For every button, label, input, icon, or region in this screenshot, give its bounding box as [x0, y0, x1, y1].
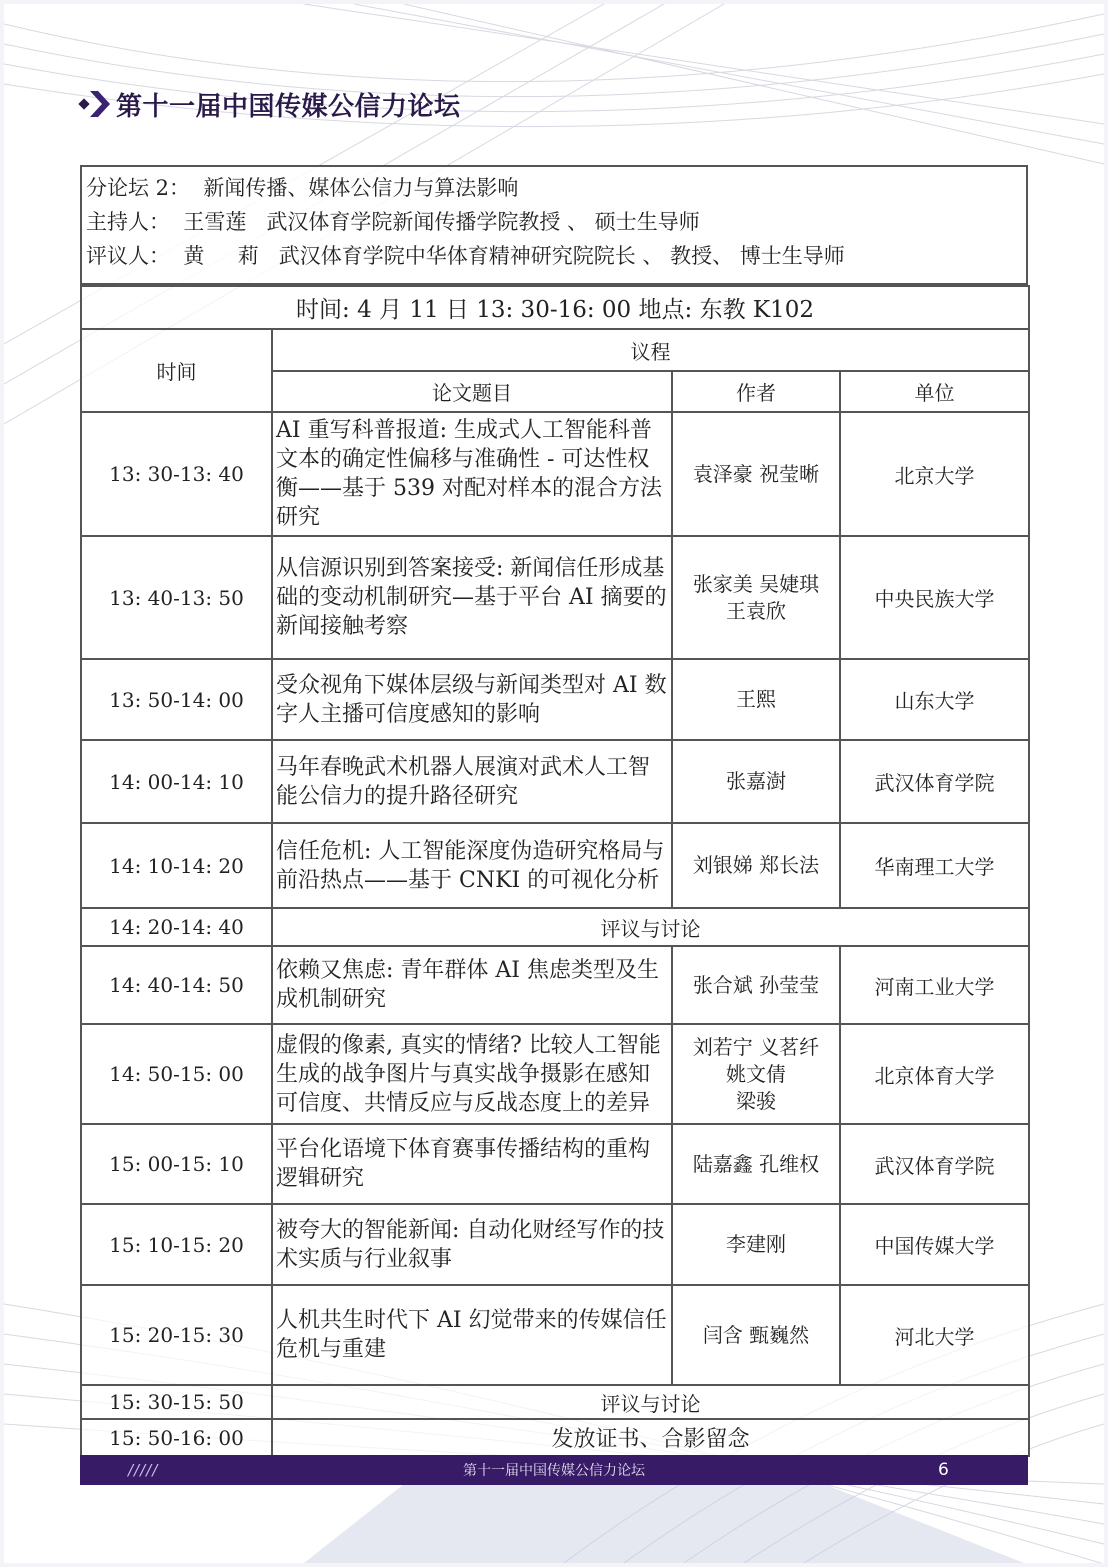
row-affiliation: 华南理工大学	[840, 823, 1029, 908]
row-affiliation: 中央民族大学	[840, 536, 1029, 659]
row-authors	[672, 1204, 840, 1285]
time-location: 时间: 4 月 11 日 13: 30-16: 00 地点: 东教 K102	[81, 286, 1029, 329]
author-line: 王袁欣	[726, 598, 786, 623]
row-authors	[672, 1024, 840, 1124]
page-header	[78, 82, 461, 126]
header-affiliation: 单位	[840, 371, 1029, 412]
row-time: 14: 00-14: 10	[81, 740, 272, 823]
page-footer	[80, 1455, 1028, 1485]
author-line: 梁骏	[736, 1088, 776, 1113]
row-paper-title: 被夸大的智能新闻: 自动化财经写作的技术实质与行业叙事	[272, 1204, 672, 1285]
row-time: 15: 50-16: 00	[81, 1419, 272, 1456]
header-paper-title: 论文题目	[272, 371, 672, 412]
row-paper-title: 从信源识别到答案接受: 新闻信任形成基础的变动机制研究—基于平台 AI 摘要的新闻接触考察	[272, 536, 672, 659]
diamond-arrow-icon	[78, 87, 112, 121]
author-line: 张合斌 孙莹莹	[692, 972, 820, 997]
author-line: 陆嘉鑫 孔维权	[692, 1151, 820, 1176]
row-time: 15: 10-15: 20	[81, 1204, 272, 1285]
table-row	[81, 1124, 1029, 1204]
row-affiliation: 山东大学	[840, 659, 1029, 740]
header-author: 作者	[672, 371, 840, 412]
row-time: 15: 20-15: 30	[81, 1285, 272, 1385]
table-row	[81, 1285, 1029, 1385]
session-commentator: 评议人： 黄 莉 武汉体育学院中华体育精神研究院院长 、 教授、 博士生导师	[86, 244, 845, 268]
row-time: 14: 50-15: 00	[81, 1024, 272, 1124]
author-line: 李建刚	[726, 1232, 786, 1256]
table-row	[81, 412, 1029, 536]
break-label: 评议与讨论	[272, 1385, 1029, 1419]
break-label: 发放证书、合影留念	[272, 1419, 1029, 1456]
table-row	[81, 536, 1029, 659]
author-line: 姚文倩	[726, 1061, 786, 1086]
break-row	[81, 1419, 1029, 1456]
row-time: 14: 20-14: 40	[81, 908, 272, 946]
author-line: 刘银娣 郑长法	[692, 853, 820, 877]
table-row	[81, 823, 1029, 908]
row-time: 13: 40-13: 50	[81, 536, 272, 659]
row-time: 14: 40-14: 50	[81, 946, 272, 1024]
row-paper-title: 马年春晚武术机器人展演对武术人工智能公信力的提升路径研究	[272, 740, 672, 823]
row-affiliation: 北京大学	[840, 412, 1029, 536]
row-affiliation: 武汉体育学院	[840, 740, 1029, 823]
row-authors	[672, 1124, 840, 1204]
row-paper-title: AI 重写科普报道: 生成式人工智能科普文本的确定性偏移与准确性 - 可达性权衡——基于 539 对配对样本的混合方法研究	[272, 412, 672, 536]
author-line: 王熙	[736, 687, 776, 711]
row-paper-title: 平台化语境下体育赛事传播结构的重构逻辑研究	[272, 1124, 672, 1204]
break-row	[81, 1385, 1029, 1419]
break-label: 评议与讨论	[272, 908, 1029, 946]
time-location-row	[81, 286, 1029, 329]
footer-title: 第十一届中国传媒公信力论坛	[463, 1463, 645, 1479]
table-row	[81, 1024, 1029, 1124]
row-paper-title: 信任危机: 人工智能深度伪造研究格局与前沿热点——基于 CNKI 的可视化分析	[272, 823, 672, 908]
table-row	[81, 659, 1029, 740]
row-time: 15: 30-15: 50	[81, 1385, 272, 1419]
table-row	[81, 740, 1029, 823]
author-line: 袁泽豪 祝莹晰	[692, 461, 820, 486]
row-authors	[672, 740, 840, 823]
row-authors	[672, 823, 840, 908]
page-number: 6	[938, 1460, 949, 1480]
row-authors	[672, 1285, 840, 1385]
row-paper-title: 依赖又焦虑: 青年群体 AI 焦虑类型及生成机制研究	[272, 946, 672, 1024]
row-authors	[672, 946, 840, 1024]
row-affiliation: 河北大学	[840, 1285, 1029, 1385]
header-time: 时间	[81, 329, 272, 412]
session-info-box	[80, 165, 1028, 285]
schedule-table	[80, 285, 1030, 1457]
table-row	[81, 1204, 1029, 1285]
break-row	[81, 908, 1029, 946]
row-authors	[672, 659, 840, 740]
row-time: 13: 30-13: 40	[81, 412, 272, 536]
row-paper-title: 虚假的像素, 真实的情绪? 比较人工智能生成的战争图片与真实战争摄影在感知可信度、共情反应与反战态度上的差异	[272, 1024, 672, 1124]
author-line: 张家美 吴婕琪	[692, 571, 820, 596]
session-title: 分论坛 2： 新闻传播、媒体公信力与算法影响	[86, 176, 519, 200]
row-paper-title: 受众视角下媒体层级与新闻类型对 AI 数字人主播可信度感知的影响	[272, 659, 672, 740]
table-row	[81, 946, 1029, 1024]
row-time: 13: 50-14: 00	[81, 659, 272, 740]
row-affiliation: 北京体育大学	[840, 1024, 1029, 1124]
forum-title: 第十一届中国传媒公信力论坛	[116, 91, 461, 122]
row-authors	[672, 412, 840, 536]
author-line: 刘若宁 义茗纤	[692, 1034, 820, 1059]
row-affiliation: 河南工业大学	[840, 946, 1029, 1024]
row-time: 14: 10-14: 20	[81, 823, 272, 908]
author-line: 张嘉澍	[726, 769, 786, 793]
row-affiliation: 武汉体育学院	[840, 1124, 1029, 1204]
author-line: 闫含 甄巍然	[702, 1322, 810, 1347]
header-row-1	[81, 329, 1029, 371]
footer-decoration: /////	[128, 1461, 159, 1479]
header-agenda: 议程	[272, 329, 1029, 371]
row-paper-title: 人机共生时代下 AI 幻觉带来的传媒信任危机与重建	[272, 1285, 672, 1385]
row-authors	[672, 536, 840, 659]
session-host: 主持人： 王雪莲 武汉体育学院新闻传播学院教授 、 硕士生导师	[86, 210, 700, 234]
row-affiliation: 中国传媒大学	[840, 1204, 1029, 1285]
row-time: 15: 00-15: 10	[81, 1124, 272, 1204]
page	[4, 4, 1104, 1563]
